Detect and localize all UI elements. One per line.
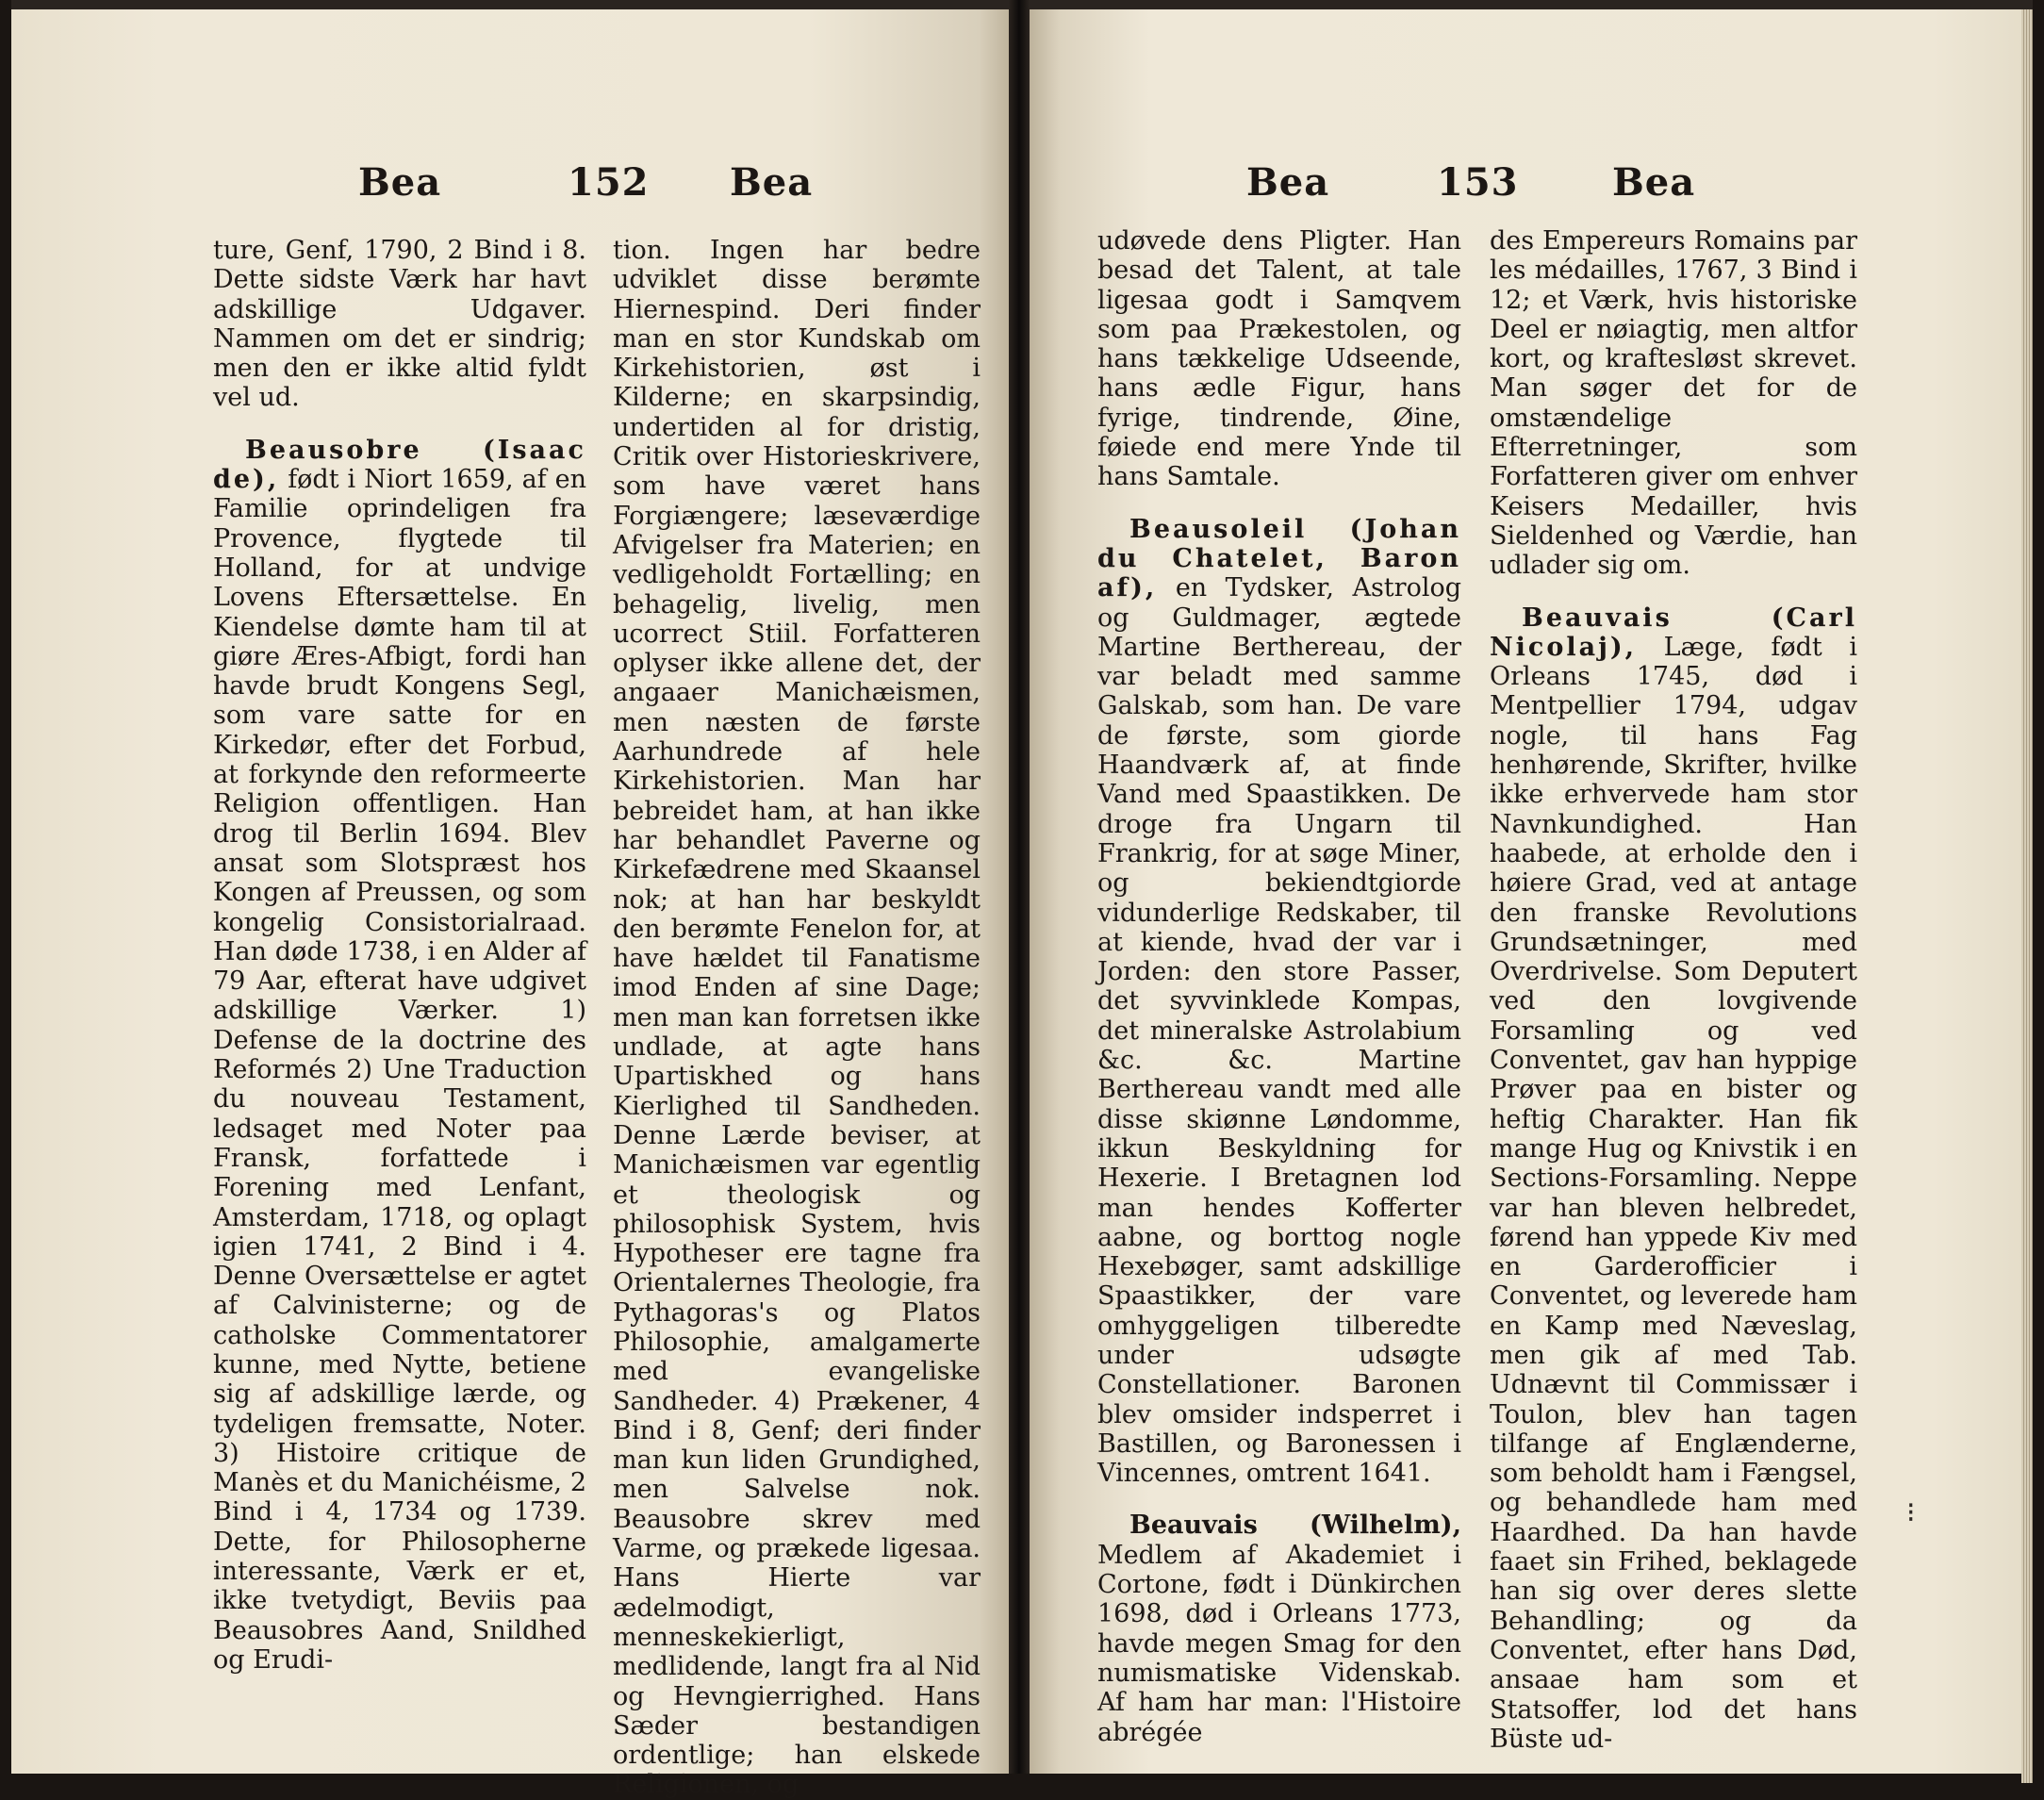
right-column-2 — [1490, 226, 1857, 1754]
entry-paragraph — [1490, 603, 1857, 1755]
entry-heading: Beauvais (Wilhelm), — [1129, 1511, 1461, 1541]
right-header-word: Bea — [1246, 160, 1330, 205]
fore-edge — [2021, 9, 2033, 1783]
left-page-number: 152 — [568, 160, 650, 205]
margin-mark: ⁝ — [1906, 1496, 1916, 1529]
text-paragraph: ture, Genf, 1790, 2 Bind i 8. Dette sidste Værk har havt adskillige Udgaver. Nammen om det er sindrig; men den er ikke altid fyldt vel ud. — [213, 236, 586, 413]
left-header-word: Bea — [358, 160, 442, 205]
entry-heading: Beausobre (Isaac de), — [213, 435, 586, 495]
right-column-1 — [1097, 226, 1461, 1747]
entry-heading: Beausoleil (Johan du Chatelet, Baron af), — [1097, 514, 1461, 603]
entry-text: en Tydsker, Astrolog og Guldmager, ægtede Martine Berthereau, der var beladt med samme Galskab, som han. De vare de første, som giorde Haandværk af, at finde Vand med Spaastikken. De droge fra Ungarn til Frankrig, for at søge Miner, og bekiendtgiorde vidunderlige Redskaber, til at kiende, hvad der var i Jorden: den store Passer, det syvvinklede Kompas, det mineralske Astrolabium &c. &c. Martine Berthereau vandt med alle disse skiønne Løndomme, ikkun Beskyldning for Hexerie. I Bretagnen lod man hendes Kofferter aabne, og borttog nogle Hexebøger, samt adskillige Spaastikker, der vare omhyggeligen tilberedte under udsøgte Constellationer. Baronen blev omsider indsperret i Bastillen, og Baronessen i Vincennes, omtrent 1641. — [1097, 573, 1461, 1489]
right-page — [1030, 0, 2033, 1774]
book-gutter — [1009, 0, 1030, 1774]
entry-paragraph — [1097, 515, 1461, 1489]
right-header-word-right: Bea — [1612, 160, 1696, 205]
left-column-1 — [213, 236, 586, 1675]
right-page-number: 153 — [1437, 160, 1519, 205]
text-paragraph: des Empereurs Romains par les médailles, 1767, 3 Bind i 12; et Værk, hvis historiske Deel er nøiagtig, men altfor kort, og kraftesløst skrevet. Man søger det for de omstændelige Efterretninger, som Forfatteren giver om enhver Keisers Medailler, hvis Sieldenhed og Værdie, han udlader sig om. — [1490, 226, 1857, 581]
entry-paragraph — [1097, 1511, 1461, 1746]
text-paragraph: tion. Ingen har bedre udviklet disse berømte Hiernespind. Deri finder man en stor Kundskab om Kirkehistorien, øst i Kilderne; en skarpsindig, undertiden al for dristig, Critik over Historieskrivere, som have været hans Forgiængere; læseværdige Afvigelser fra Materien; en vedligeholdt Fortælling; en behagelig, livelig, men ucorrect Stiil. Forfatteren oplyser ikke allene det, der angaaer Manichæismen, men næsten de første Aarhundrede af hele Kirkehistorien. Man har bebreidet ham, at han ikke har behandlet Paverne og Kirkefædrene med Skaansel nok; at han har beskyldt den berømte Fenelon for, at have hældet til Fanatisme imod Enden af sine Dage; men man kan forretsen ikke undlade, at agte hans Upartiskhed og hans Kierlighed til Sandheden. Denne Lærde beviser, at Manichæismen var egentlig et theologisk og philosophisk System, hvis Hypotheser ere tagne fra Orientalernes Theologie, fra Pythagoras's og Platos Philosophie, amalgamerte med evangeliske Sandheder. 4) Prækener, 4 Bind i 8, Genf; deri finder man kun liden Grundighed, men Salvelse nok. Beausobre skrev med Varme, og prækede ligesaa. Hans Hierte var ædelmodigt, menneskekierligt, medlidende, langt fra al Nid og Hevngierrighed. Hans Sæder bestandigen ordentlige; han elskede Religionen, og — [613, 236, 981, 1800]
left-column-2 — [613, 236, 981, 1800]
left-page — [11, 0, 1009, 1800]
entry-text: Læge, født i Orleans 1745, død i Mentpellier 1794, udgav nogle, til hans Fag henhørende, Skrifter, hvilke ikke erhvervede ham stor Navnkundighed. Han haabede, at erholde den i høiere Grad, ved at antage den franske Revolutions Grundsætninger, med Overdrivelse. Som Deputert ved den lovgivende Forsamling og ved Conventet, gav han hyppige Prøver paa en bister og heftig Charakter. Han fik mange Hug og Knivstik i en Sections-Forsamling. Neppe var han bleven helbredet, førend han yppede Kiv med en Garderofficier i Conventet, og leverede ham en Kamp med Næveslag, men gik af med Tab. Udnævnt til Commissær i Toulon, blev han tagen tilfange af Englænderne, som beholdt ham i Fængsel, og behandlede ham med Haardhed. Da han havde faaet sin Frihed, beklagede han sig over deres slette Behandling; og da Conventet, efter hans Død, ansaae ham som et Statsoffer, lod det hans Büste ud- — [1490, 632, 1857, 1754]
entry-text: født i Niort 1659, af en Familie oprindeligen fra Provence, flygtede til Holland, for at undvige Lovens Eftersættelse. En Kiendelse dømte ham til at giøre Æres-Afbigt, fordi han havde brudt Kongens Segl, som vare satte for en Kirkedør, efter det Forbud, at forkynde den reformeerte Religion offentligen. Han drog til Berlin 1694. Blev ansat som Slotspræst hos Kongen af Preussen, og som kongelig Consistorialraad. Han døde 1738, i en Alder af 79 Aar, efterat have udgivet adskillige Værker. 1) Defense de la doctrine des Reformés 2) Une Traduction du nouveau Testament, ledsaget med Noter paa Fransk, forfattede i Forening med Lenfant, Amsterdam, 1718, og oplagt igien 1741, 2 Bind i 4. Denne Oversættelse er agtet af Calvinisterne; og de catholske Commentatorer kunne, med Nytte, betiene sig af adskillige lærde, og tydeligen fremsatte, Noter. 3) Histoire critique de Manès et du Manichéisme, 2 Bind i 4, 1734 og 1739. Dette, for Philosopherne interessante, Værk er et, ikke tvetydigt, Beviis paa Beausobres Aand, Snildhed og Erudi- — [213, 465, 586, 1675]
left-header-word-right: Bea — [730, 160, 814, 205]
entry-heading: Beauvais (Carl Nicolaj), — [1490, 603, 1857, 662]
text-paragraph: udøvede dens Pligter. Han besad det Talent, at tale ligesaa godt i Samqvem som paa Prækestolen, og hans tækkelige Udseende, hans ædle Figur, hans fyrige, tindrende, Øine, føiede end mere Ynde til hans Samtale. — [1097, 226, 1461, 492]
entry-paragraph — [213, 436, 586, 1675]
entry-text: Medlem af Akademiet i Cortone, født i Dünkirchen 1698, død i Orleans 1773, havde megen Smag for den numismatiske Videnskab. Af ham har man: l'Histoire abrégée — [1097, 1540, 1461, 1747]
